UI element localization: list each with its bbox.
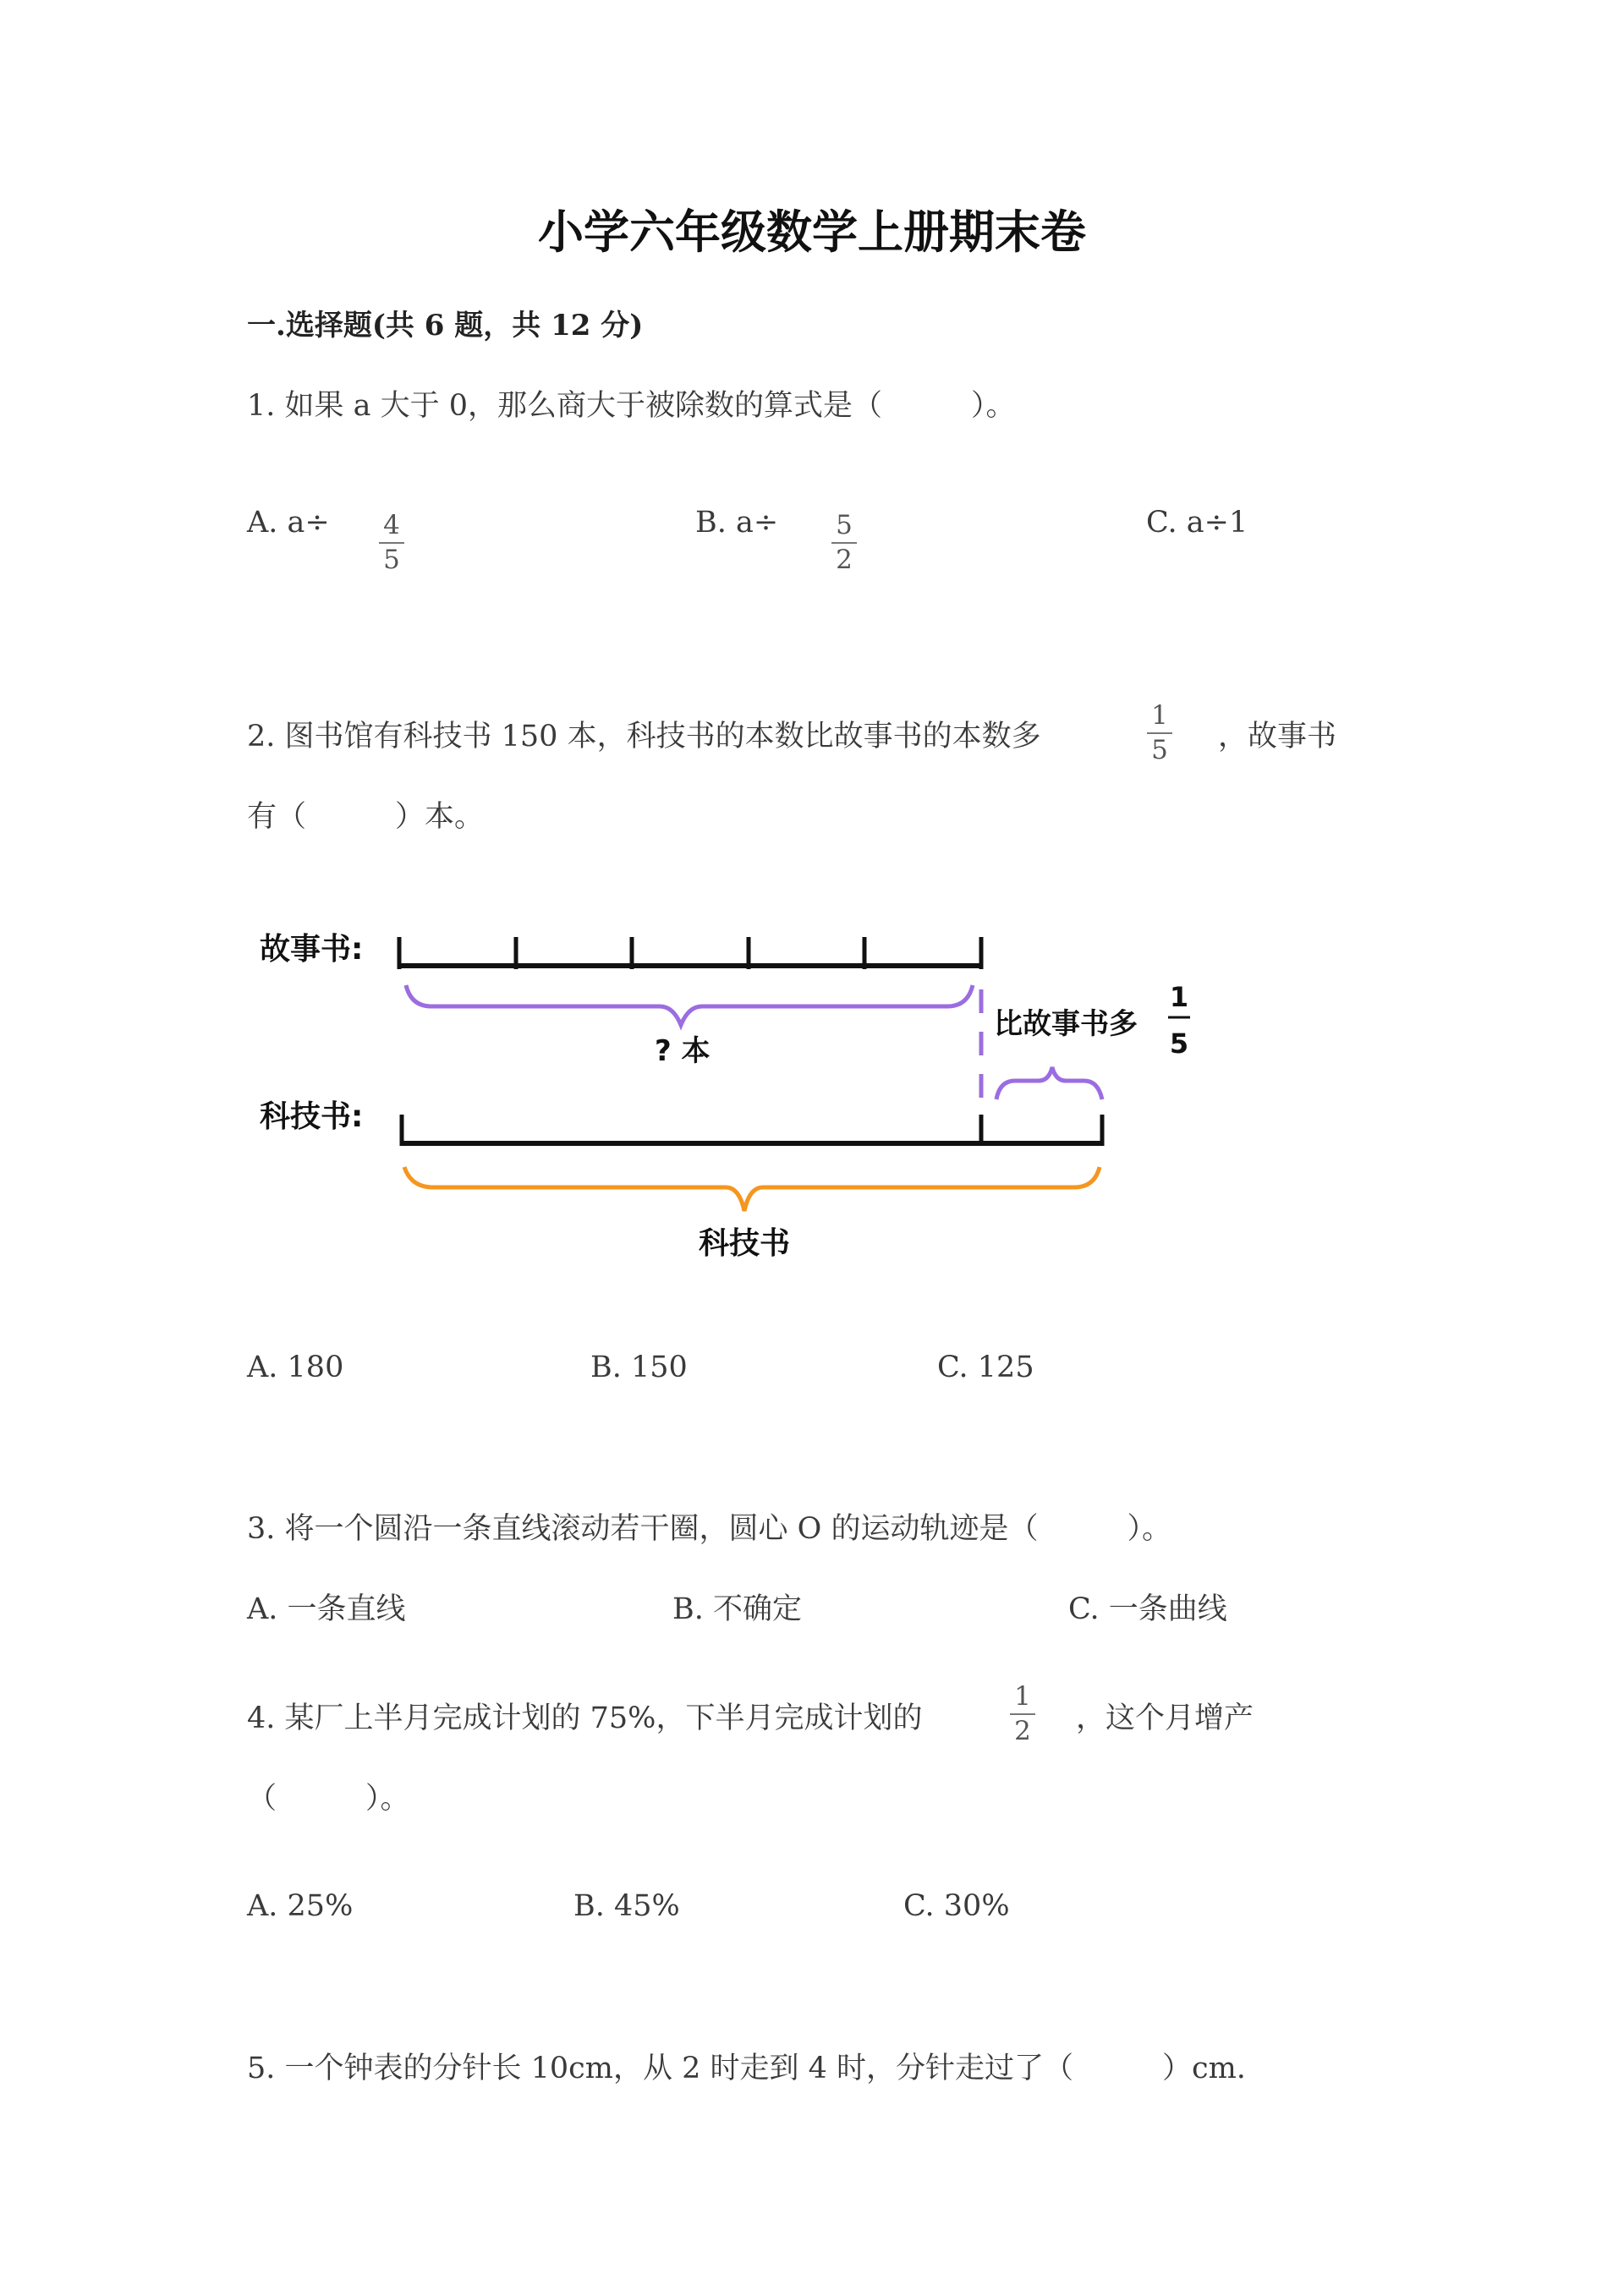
story-book-bar	[399, 937, 981, 969]
story-book-brace	[406, 985, 973, 1025]
question-3-stem: 3. 将一个圆沿一条直线滚动若干圈，圆心 O 的运动轨迹是（ ）。	[247, 1512, 1171, 1546]
section-heading: 一.选择题(共 6 题，共 12 分)	[247, 309, 644, 342]
more-fraction-numerator: 1	[1169, 981, 1189, 1013]
question-4-stem-tail: ，这个月增产	[1076, 1701, 1254, 1735]
fraction-denominator: 5	[383, 545, 400, 576]
fraction-numerator: 5	[836, 510, 853, 540]
question-3-option-c: C. 一条曲线	[1068, 1592, 1227, 1626]
fraction-bar	[1010, 1713, 1035, 1715]
tech-book-total-label: 科技书	[698, 1226, 791, 1261]
question-4-option-b: B. 45%	[573, 1889, 680, 1923]
tech-book-brace	[404, 1167, 1100, 1211]
fraction-numerator: 4	[383, 510, 400, 540]
question-2-stem-line-2: 有（ ）本。	[247, 800, 485, 834]
question-2-option-a: A. 180	[247, 1351, 344, 1384]
page-title: 小学六年级数学上册期末卷	[538, 205, 1086, 259]
question-4-option-c: C. 30%	[903, 1889, 1010, 1923]
fraction-denominator: 5	[1151, 735, 1168, 766]
more-fraction-denominator: 5	[1169, 1027, 1189, 1060]
question-5-stem: 5. 一个钟表的分针长 10cm，从 2 时走到 4 时，分针走过了（ ）cm.	[247, 2052, 1246, 2085]
question-2-option-c: C. 125	[937, 1351, 1034, 1384]
question-1-option-c: C. a÷1	[1146, 506, 1248, 540]
story-book-label: 故事书:	[260, 932, 364, 967]
question-2-option-b: B. 150	[590, 1351, 688, 1384]
question-2-stem-tail: ，故事书	[1218, 720, 1337, 753]
question-3-option-a: A. 一条直线	[247, 1592, 406, 1626]
question-4-fraction	[1010, 1683, 1035, 1746]
question-2-stem: 2. 图书馆有科技书 150 本，科技书的本数比故事书的本数多	[247, 720, 1041, 753]
extra-part-brace	[996, 1067, 1102, 1099]
tech-book-bar	[402, 1115, 1102, 1146]
question-4-stem: 4. 某厂上半月完成计划的 75%，下半月完成计划的	[247, 1701, 923, 1735]
option-b-label: B. a÷	[695, 506, 779, 540]
unknown-count-label: ? 本	[655, 1034, 710, 1068]
tech-book-label: 科技书:	[260, 1099, 364, 1134]
question-1-stem: 1. 如果 a 大于 0，那么商大于被除数的算式是（ ）。	[247, 389, 1016, 423]
fraction-numerator: 1	[1014, 1681, 1031, 1712]
fraction-denominator: 2	[836, 545, 853, 576]
question-3-option-b: B. 不确定	[672, 1592, 802, 1626]
question-4-option-a: A. 25%	[247, 1889, 354, 1923]
question-4-stem-line-2: （ ）。	[247, 1782, 410, 1816]
option-a-label: A. a÷	[247, 506, 330, 540]
more-than-label: 比故事书多	[994, 1007, 1138, 1041]
fraction-denominator: 2	[1014, 1716, 1031, 1747]
fraction-numerator: 1	[1151, 700, 1168, 731]
